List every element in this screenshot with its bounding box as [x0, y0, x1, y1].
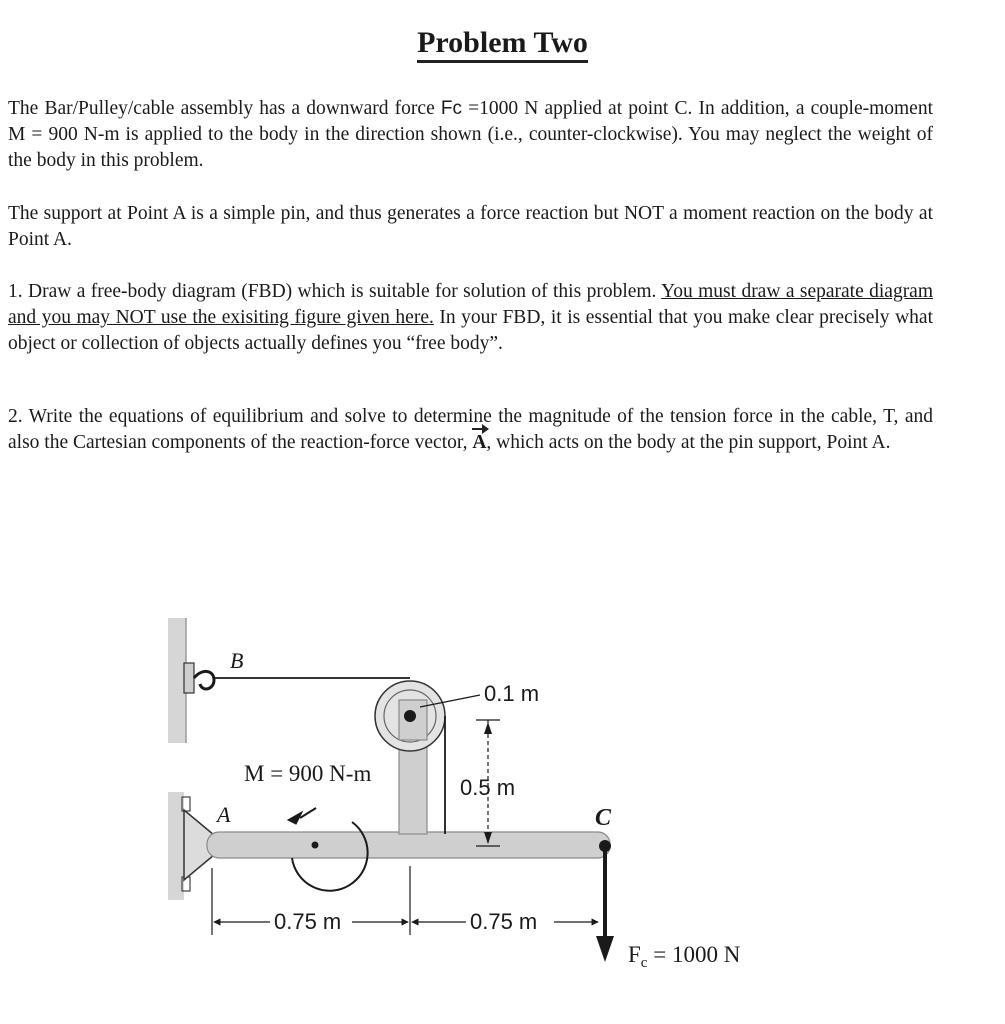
force-arrowhead-icon	[596, 936, 614, 962]
label-C: C	[595, 805, 612, 831]
horizontal-bar	[207, 832, 610, 858]
height-label: 0.5 m	[460, 775, 516, 800]
hook-icon	[194, 671, 214, 689]
moment-arrow-shaft	[300, 808, 316, 818]
moment-arrowhead-icon	[288, 812, 302, 824]
label-A: A	[217, 802, 231, 827]
p1-text-2: =1000 N applied at point C. In addition, a couple-moment M = 900 N-m is applied to the body in the direction shown (i.e., counter-clockwise). You may neglect the weight of the body in this problem.	[8, 98, 934, 171]
p1-text-1: The Bar/Pulley/cable assembly has a downward force	[8, 98, 441, 119]
p2-text: The support at Point A is a simple pin, and thus generates a force reaction but NOT a moment reaction on the body at Point A.	[8, 203, 933, 250]
force-symbol: F	[628, 942, 641, 967]
p3-text-1: 1. Draw a free-body diagram (FBD) which is suitable for solution of this problem.	[8, 281, 662, 302]
force-label	[628, 942, 741, 971]
moment-label: M = 900 N-m	[244, 761, 372, 786]
radius-label: 0.1 m	[484, 681, 540, 706]
upper-wall	[168, 618, 186, 743]
p4-text-2: , which acts on the body at the pin support, Point A.	[486, 432, 891, 453]
vector-A-symbol: A	[472, 432, 487, 453]
pulley-axle	[404, 710, 416, 722]
dim-left-label: 0.75 m	[274, 909, 342, 934]
force-value: = 1000 N	[647, 942, 741, 967]
label-B: B	[230, 648, 244, 673]
p3-underlined-instruction: You must draw a separate diagram and you may NOT use the exisiting figure given here.	[8, 281, 934, 328]
problem-title-text: Problem Two	[417, 26, 588, 63]
moment-center	[312, 842, 319, 849]
dim-right-label: 0.75 m	[470, 909, 538, 934]
height-arrow-top	[484, 722, 492, 734]
force-subscript: c	[640, 955, 648, 971]
p1-force-symbol: Fc	[440, 98, 462, 119]
p3-text-2: In your FBD, it is essential that you make clear precisely what object or collection of objects actually defines you “free body”.	[8, 307, 933, 354]
p4-text-1: 2. Write the equations of equilibrium and solve to determine the magnitude of the tension force in the cable, T, and also the Cartesian components of the reaction-force vector,	[8, 406, 933, 453]
hook-bracket	[184, 663, 194, 693]
